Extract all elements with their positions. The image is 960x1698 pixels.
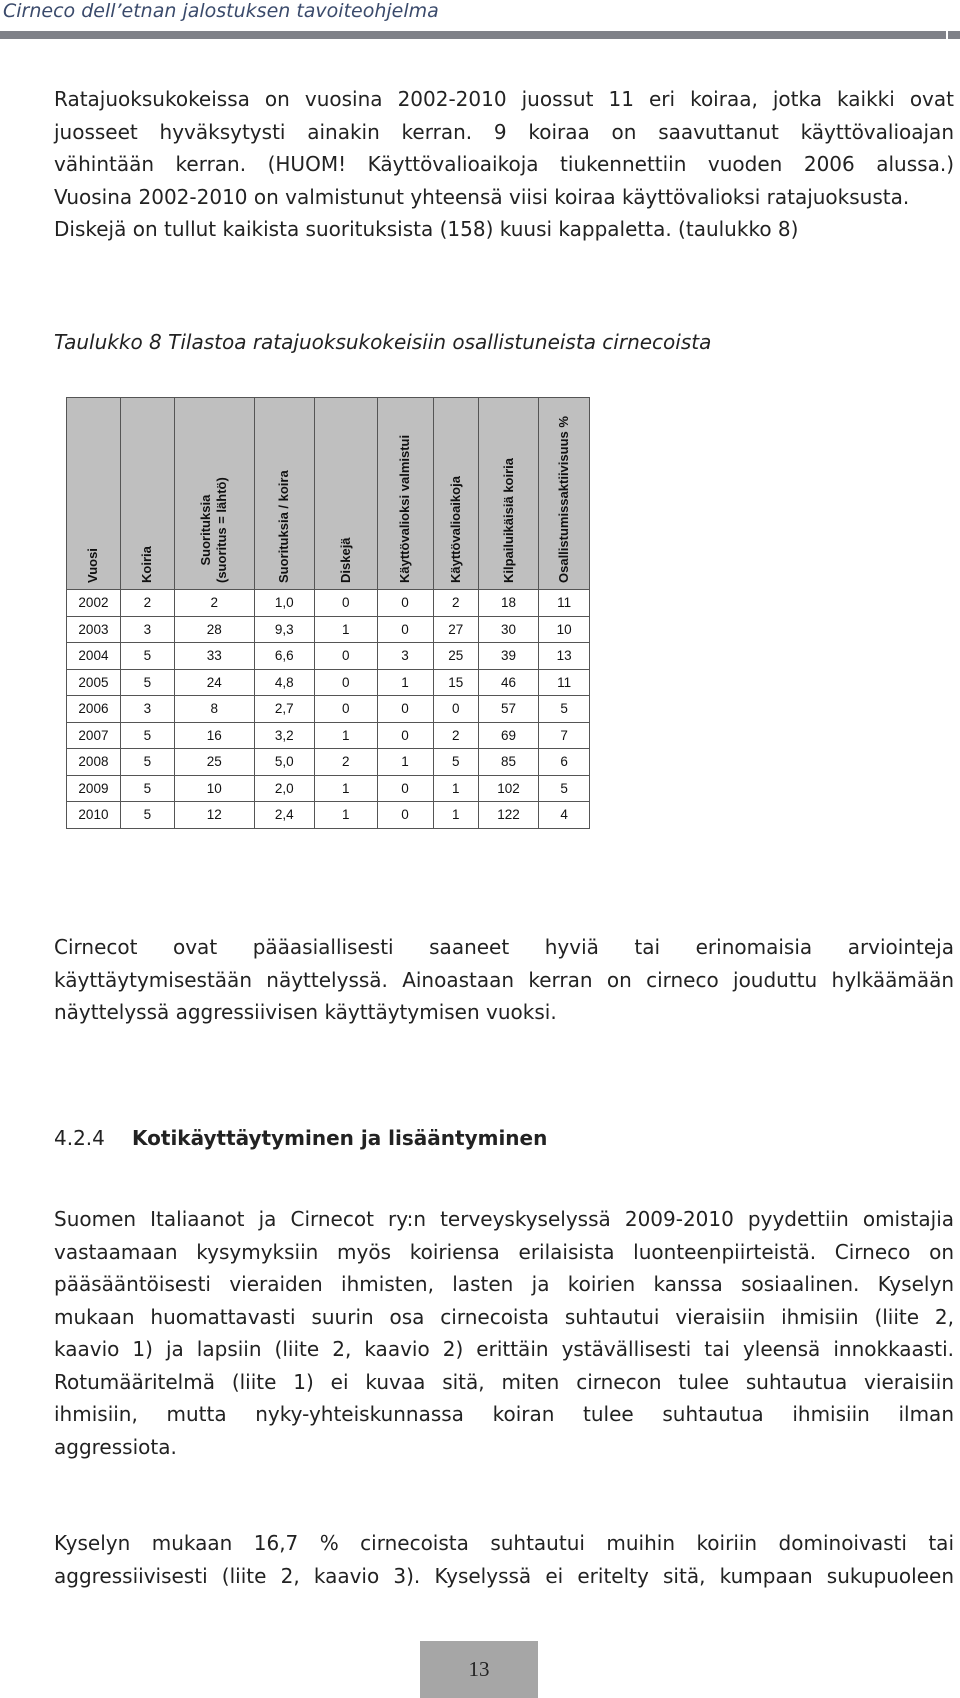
table-cell: 4,8 (254, 669, 314, 696)
table-cell: 10 (174, 775, 254, 802)
table-cell: 1 (433, 802, 478, 829)
table-row (67, 643, 590, 670)
table-cell: 0 (377, 616, 433, 643)
table-cell: 10 (539, 616, 590, 643)
column-header: Käyttövalioaikoja (433, 398, 478, 590)
table-cell: 5 (120, 669, 174, 696)
section-heading (54, 1126, 547, 1150)
table-cell: 0 (377, 775, 433, 802)
table-cell: 1 (377, 669, 433, 696)
table-cell: 2006 (67, 696, 121, 723)
table-cell: 2009 (67, 775, 121, 802)
text-line: vastaamaan kysymyksiin myös koiriensa erilaisista luonteenpiirteistä. Cirneco on (54, 1239, 954, 1264)
table-cell: 0 (314, 643, 377, 670)
table-cell: 2 (314, 749, 377, 776)
table-cell: 6 (539, 749, 590, 776)
table-cell: 30 (478, 616, 538, 643)
table-cell: 0 (377, 696, 433, 723)
table-cell: 2 (433, 722, 478, 749)
table-cell: 0 (377, 722, 433, 749)
table-cell: 33 (174, 643, 254, 670)
text-line: Suomen Italiaanot ja Cirnecot ry:n terveyskyselyssä 2009-2010 pyydettiin omistajia (54, 1207, 954, 1231)
table-row (67, 616, 590, 643)
text-line: Ratajuoksukokeissa on vuosina 2002-2010 juossut 11 eri koiraa, jotka kaikki ovat (54, 87, 954, 111)
table-cell: 102 (478, 775, 538, 802)
behaviour-paragraph (54, 931, 954, 1029)
header-rule (0, 31, 946, 39)
text-line: vähintään kerran. (HUOM! Käyttövalioaikoja tiukennettiin vuoden 2006 alussa.) (54, 152, 954, 176)
table-cell: 28 (174, 616, 254, 643)
page-number: 13 (468, 1657, 490, 1681)
section-title: Kotikäyttäytyminen ja lisääntyminen (132, 1126, 548, 1150)
table-cell: 2 (174, 590, 254, 617)
table-cell: 9,3 (254, 616, 314, 643)
column-header: Käyttövalioksi valmistui (377, 398, 433, 590)
table-cell: 11 (539, 669, 590, 696)
table-cell: 122 (478, 802, 538, 829)
table-row (67, 749, 590, 776)
table-cell: 18 (478, 590, 538, 617)
text-line: juosseet hyväksytysti ainakin kerran. 9 koiraa on saavuttanut käyttövalioajan (54, 119, 954, 144)
table-row (67, 590, 590, 617)
table-cell: 1,0 (254, 590, 314, 617)
table-cell: 2004 (67, 643, 121, 670)
aggression-paragraph (54, 1527, 954, 1592)
table-cell: 13 (539, 643, 590, 670)
table-row (67, 722, 590, 749)
table-cell: 11 (539, 590, 590, 617)
table-cell: 8 (174, 696, 254, 723)
running-header (0, 0, 960, 38)
table-cell: 27 (433, 616, 478, 643)
text-line: pääsääntöisesti vieraiden ihmisten, lasten ja koirien kanssa sosiaalinen. Kyselyn (54, 1272, 954, 1296)
table-cell: 2,4 (254, 802, 314, 829)
table-cell: 24 (174, 669, 254, 696)
table-cell: 0 (377, 590, 433, 617)
table-cell: 4 (539, 802, 590, 829)
table-cell: 1 (314, 616, 377, 643)
column-header: Kilpailuikäisiä koiria (478, 398, 538, 590)
column-header: Suorituksia (suoritus = lähtö) (174, 398, 254, 590)
table-row (67, 669, 590, 696)
table-cell: 2010 (67, 802, 121, 829)
column-header: Vuosi (67, 398, 121, 590)
table-cell: 5 (120, 749, 174, 776)
table-cell: 5 (120, 775, 174, 802)
table-caption: Taulukko 8 Tilastoa ratajuoksukokeisiin osallistuneista cirnecoista (54, 330, 712, 354)
table-cell: 5 (120, 722, 174, 749)
table-cell: 2005 (67, 669, 121, 696)
table-cell: 2002 (67, 590, 121, 617)
table-header-row (67, 398, 590, 590)
table-cell: 1 (377, 749, 433, 776)
table-cell: 2,7 (254, 696, 314, 723)
table-cell: 0 (314, 590, 377, 617)
intro-paragraph (54, 83, 954, 246)
table-cell: 85 (478, 749, 538, 776)
text-line: Diskejä on tullut kaikista suorituksista (158) kuusi kappaletta. (taulukko 8) (54, 217, 799, 241)
table-cell: 69 (478, 722, 538, 749)
table-cell: 25 (174, 749, 254, 776)
page-number-box (420, 1641, 538, 1698)
column-header: Diskejä (314, 398, 377, 590)
table-cell: 1 (314, 775, 377, 802)
section-number: 4.2.4 (54, 1126, 105, 1150)
table-cell: 3,2 (254, 722, 314, 749)
table-cell: 1 (314, 802, 377, 829)
text-line: aggressiota. (54, 1434, 177, 1459)
table-cell: 5 (539, 696, 590, 723)
column-header: Suorituksia / koira (254, 398, 314, 590)
table-cell: 2 (120, 590, 174, 617)
table-cell: 2007 (67, 722, 121, 749)
text-line: ihmisiin, mutta nyky-yhteiskunnassa koiran tulee suhtautua ihmisiin ilman (54, 1402, 954, 1426)
table-cell: 6,6 (254, 643, 314, 670)
text-line: näyttelyssä aggressiivisen käyttäytymisen vuoksi. (54, 1000, 557, 1024)
text-line: käyttäytymisestään näyttelyssä. Ainoastaan kerran on cirneco jouduttu hylkäämään (54, 967, 954, 992)
text-line: aggressiivisesti (liite 2, kaavio 3). Kyselyssä ei eritelty sitä, kumpaan sukupuoleen (54, 1563, 954, 1588)
table-cell: 2,0 (254, 775, 314, 802)
text-line: Rotumääritelmä (liite 1) ei kuvaa sitä, miten cirnecon tulee suhtautua vieraisiin (54, 1369, 954, 1394)
column-header: Koiria (120, 398, 174, 590)
table-cell: 0 (433, 696, 478, 723)
table-cell: 0 (377, 802, 433, 829)
table-cell: 7 (539, 722, 590, 749)
table-row (67, 802, 590, 829)
table-row (67, 775, 590, 802)
table-cell: 1 (433, 775, 478, 802)
text-line: mukaan huomattavasti suurin osa cirnecoista suhtautui vieraisiin ihmisiin (liite 2, (54, 1304, 954, 1329)
statistics-table (66, 397, 590, 829)
table-cell: 2 (433, 590, 478, 617)
text-line: Vuosina 2002-2010 on valmistunut yhteensä viisi koiraa käyttövalioksi ratajuoksusta. (54, 184, 910, 209)
table-cell: 15 (433, 669, 478, 696)
table-cell: 46 (478, 669, 538, 696)
table-cell: 25 (433, 643, 478, 670)
table-cell: 3 (377, 643, 433, 670)
table-cell: 16 (174, 722, 254, 749)
survey-paragraph (54, 1203, 954, 1463)
table-cell: 5 (120, 802, 174, 829)
table-cell: 0 (314, 696, 377, 723)
table-cell: 5,0 (254, 749, 314, 776)
table-cell: 39 (478, 643, 538, 670)
table-cell: 5 (120, 643, 174, 670)
text-line: Cirnecot ovat pääasiallisesti saaneet hyviä tai erinomaisia arviointeja (54, 935, 954, 959)
table-cell: 5 (539, 775, 590, 802)
table-cell: 2008 (67, 749, 121, 776)
column-header: Osallistumissaktiivisuus % (539, 398, 590, 590)
table-cell: 57 (478, 696, 538, 723)
table-cell: 5 (433, 749, 478, 776)
text-line: Kyselyn mukaan 16,7 % cirnecoista suhtautui muihin koiriin dominoivasti tai (54, 1531, 954, 1555)
header-title: Cirneco dell’etnan jalostuksen tavoiteohjelma (3, 0, 439, 22)
header-rule-end (948, 31, 960, 39)
table-row (67, 696, 590, 723)
table-cell: 2003 (67, 616, 121, 643)
table-cell: 0 (314, 669, 377, 696)
table-cell: 12 (174, 802, 254, 829)
table-cell: 3 (120, 616, 174, 643)
table-cell: 3 (120, 696, 174, 723)
table-cell: 1 (314, 722, 377, 749)
text-line: kaavio 1) ja lapsiin (liite 2, kaavio 2) erittäin ystävällisesti tai yleensä innokkaasti. (54, 1337, 954, 1361)
